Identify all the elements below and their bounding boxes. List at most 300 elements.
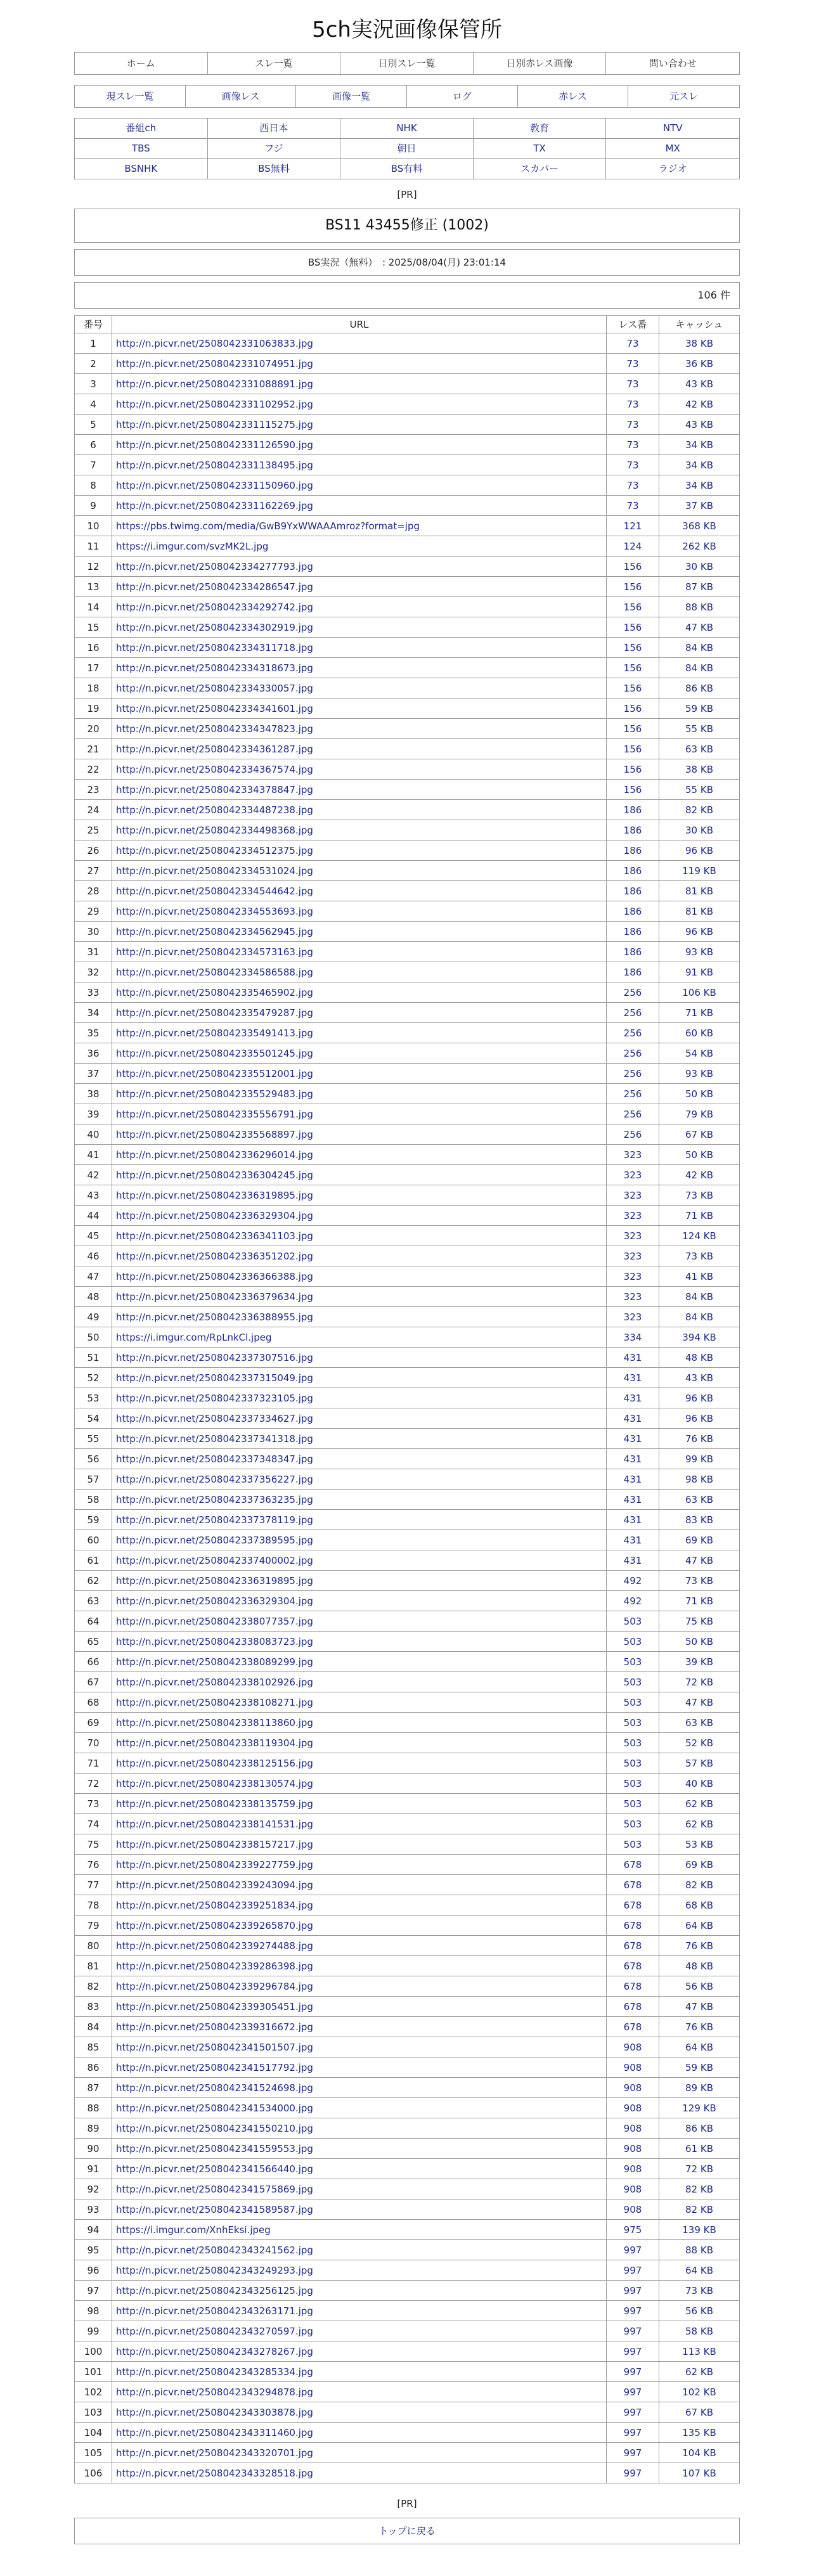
image-url-link[interactable]: http://n.picvr.net/2508042335556791.jpg (112, 1104, 607, 1124)
image-url-link[interactable]: http://n.picvr.net/2508042343278267.jpg (112, 2341, 607, 2362)
cache-link[interactable]: 63 KB (659, 739, 740, 759)
image-url-link[interactable]: http://n.picvr.net/2508042334292742.jpg (112, 597, 607, 617)
cache-link[interactable]: 71 KB (659, 1003, 740, 1023)
image-url-link[interactable]: http://n.picvr.net/2508042336329304.jpg (112, 1206, 607, 1226)
image-url-link[interactable]: http://n.picvr.net/2508042331138495.jpg (112, 455, 607, 475)
res-number-link[interactable]: 908 (607, 2159, 659, 2179)
cache-link[interactable]: 88 KB (659, 2240, 740, 2260)
cache-link[interactable]: 96 KB (659, 1388, 740, 1408)
res-number-link[interactable]: 431 (607, 1530, 659, 1550)
cache-link[interactable]: 73 KB (659, 1185, 740, 1206)
res-number-link[interactable]: 503 (607, 1692, 659, 1713)
res-number-link[interactable]: 256 (607, 982, 659, 1003)
cache-link[interactable]: 84 KB (659, 658, 740, 678)
res-number-link[interactable]: 503 (607, 1814, 659, 1834)
nav-second-item-2[interactable]: 画像一覧 (296, 86, 407, 107)
image-url-link[interactable]: http://n.picvr.net/2508042337389595.jpg (112, 1530, 607, 1550)
res-number-link[interactable]: 431 (607, 1348, 659, 1368)
res-number-link[interactable]: 503 (607, 1652, 659, 1672)
cache-link[interactable]: 43 KB (659, 415, 740, 435)
image-url-link[interactable]: http://n.picvr.net/2508042338102926.jpg (112, 1672, 607, 1692)
image-url-link[interactable]: http://n.picvr.net/2508042331063833.jpg (112, 333, 607, 354)
cache-link[interactable]: 72 KB (659, 2159, 740, 2179)
cache-link[interactable]: 76 KB (659, 1429, 740, 1449)
res-number-link[interactable]: 431 (607, 1449, 659, 1469)
cache-link[interactable]: 50 KB (659, 1084, 740, 1104)
image-url-link[interactable]: http://n.picvr.net/2508042339243094.jpg (112, 1875, 607, 1895)
cache-link[interactable]: 50 KB (659, 1632, 740, 1652)
cache-link[interactable]: 135 KB (659, 2423, 740, 2443)
image-url-link[interactable]: http://n.picvr.net/2508042337341318.jpg (112, 1429, 607, 1449)
cache-link[interactable]: 42 KB (659, 394, 740, 415)
nav-top-item-3[interactable]: 日別赤レス画像 (474, 53, 607, 74)
cache-link[interactable]: 73 KB (659, 1571, 740, 1591)
image-url-link[interactable]: http://n.picvr.net/2508042337315049.jpg (112, 1368, 607, 1388)
cache-link[interactable]: 72 KB (659, 1672, 740, 1692)
channel-link-5[interactable]: TBS (75, 139, 208, 159)
image-url-link[interactable]: http://n.picvr.net/2508042334286547.jpg (112, 577, 607, 597)
cache-link[interactable]: 62 KB (659, 1814, 740, 1834)
image-url-link[interactable]: http://n.picvr.net/2508042338089299.jpg (112, 1652, 607, 1672)
image-url-link[interactable]: http://n.picvr.net/2508042338130574.jpg (112, 1774, 607, 1794)
image-url-link[interactable]: http://n.picvr.net/2508042339296784.jpg (112, 1976, 607, 1997)
image-url-link[interactable]: http://n.picvr.net/2508042341566440.jpg (112, 2159, 607, 2179)
image-url-link[interactable]: http://n.picvr.net/2508042343263171.jpg (112, 2301, 607, 2321)
image-url-link[interactable]: http://n.picvr.net/2508042334531024.jpg (112, 861, 607, 881)
res-number-link[interactable]: 156 (607, 577, 659, 597)
cache-link[interactable]: 60 KB (659, 1023, 740, 1043)
res-number-link[interactable]: 323 (607, 1165, 659, 1185)
image-url-link[interactable]: http://n.picvr.net/2508042334361287.jpg (112, 739, 607, 759)
cache-link[interactable]: 82 KB (659, 2179, 740, 2199)
image-url-link[interactable]: http://n.picvr.net/2508042343328518.jpg (112, 2463, 607, 2483)
cache-link[interactable]: 82 KB (659, 1875, 740, 1895)
res-number-link[interactable]: 323 (607, 1266, 659, 1287)
cache-link[interactable]: 107 KB (659, 2463, 740, 2483)
cache-link[interactable]: 64 KB (659, 2260, 740, 2281)
cache-link[interactable]: 48 KB (659, 1348, 740, 1368)
res-number-link[interactable]: 678 (607, 1895, 659, 1916)
res-number-link[interactable]: 256 (607, 1104, 659, 1124)
res-number-link[interactable]: 431 (607, 1388, 659, 1408)
res-number-link[interactable]: 503 (607, 1753, 659, 1774)
nav-second-item-4[interactable]: 赤レス (518, 86, 629, 107)
image-url-link[interactable]: http://n.picvr.net/2508042337307516.jpg (112, 1348, 607, 1368)
image-url-link[interactable]: http://n.picvr.net/2508042343303878.jpg (112, 2402, 607, 2423)
image-url-link[interactable]: http://n.picvr.net/2508042336296014.jpg (112, 1145, 607, 1165)
image-url-link[interactable]: http://n.picvr.net/2508042338141531.jpg (112, 1814, 607, 1834)
image-url-link[interactable]: https://i.imgur.com/svzMK2L.jpg (112, 536, 607, 557)
cache-link[interactable]: 91 KB (659, 962, 740, 982)
res-number-link[interactable]: 73 (607, 455, 659, 475)
image-url-link[interactable]: http://n.picvr.net/2508042334311718.jpg (112, 638, 607, 658)
res-number-link[interactable]: 908 (607, 2078, 659, 2098)
image-url-link[interactable]: http://n.picvr.net/2508042335568897.jpg (112, 1124, 607, 1145)
image-url-link[interactable]: http://n.picvr.net/2508042341550210.jpg (112, 2118, 607, 2139)
cache-link[interactable]: 43 KB (659, 1368, 740, 1388)
cache-link[interactable]: 40 KB (659, 1774, 740, 1794)
image-url-link[interactable]: http://n.picvr.net/2508042335501245.jpg (112, 1043, 607, 1064)
cache-link[interactable]: 84 KB (659, 1307, 740, 1327)
image-url-link[interactable]: http://n.picvr.net/2508042334498368.jpg (112, 820, 607, 840)
image-url-link[interactable]: http://n.picvr.net/2508042334347823.jpg (112, 719, 607, 739)
cache-link[interactable]: 81 KB (659, 901, 740, 922)
res-number-link[interactable]: 186 (607, 800, 659, 820)
nav-top-item-4[interactable]: 問い合わせ (649, 58, 697, 69)
res-number-link[interactable]: 256 (607, 1084, 659, 1104)
nav-second-item-0[interactable]: 現スレ一覧 (75, 86, 186, 107)
res-number-link[interactable]: 156 (607, 658, 659, 678)
res-number-link[interactable]: 431 (607, 1408, 659, 1429)
res-number-link[interactable]: 156 (607, 597, 659, 617)
cache-link[interactable]: 262 KB (659, 536, 740, 557)
res-number-link[interactable]: 503 (607, 1774, 659, 1794)
nav-second-item-1[interactable]: 画像レス (186, 86, 297, 107)
res-number-link[interactable]: 334 (607, 1327, 659, 1348)
image-url-link[interactable]: http://n.picvr.net/2508042337334627.jpg (112, 1408, 607, 1429)
channel-link-0[interactable]: 番組ch (75, 119, 208, 139)
image-url-link[interactable]: http://n.picvr.net/2508042331102952.jpg (112, 394, 607, 415)
res-number-link[interactable]: 156 (607, 739, 659, 759)
image-url-link[interactable]: http://n.picvr.net/2508042343294878.jpg (112, 2382, 607, 2402)
res-number-link[interactable]: 908 (607, 2139, 659, 2159)
cache-link[interactable]: 139 KB (659, 2220, 740, 2240)
res-number-link[interactable]: 997 (607, 2382, 659, 2402)
res-number-link[interactable]: 997 (607, 2341, 659, 2362)
image-url-link[interactable]: http://n.picvr.net/2508042339251834.jpg (112, 1895, 607, 1916)
cache-link[interactable]: 30 KB (659, 557, 740, 577)
cache-link[interactable]: 68 KB (659, 1895, 740, 1916)
channel-link-1[interactable]: 西日本 (208, 119, 341, 139)
image-url-link[interactable]: http://n.picvr.net/2508042339265870.jpg (112, 1916, 607, 1936)
cache-link[interactable]: 34 KB (659, 435, 740, 455)
channel-link-13[interactable]: スカパー (474, 159, 607, 179)
image-url-link[interactable]: http://n.picvr.net/2508042336319895.jpg (112, 1571, 607, 1591)
res-number-link[interactable]: 256 (607, 1043, 659, 1064)
cache-link[interactable]: 71 KB (659, 1591, 740, 1611)
res-number-link[interactable]: 256 (607, 1003, 659, 1023)
res-number-link[interactable]: 156 (607, 780, 659, 800)
image-url-link[interactable]: http://n.picvr.net/2508042331162269.jpg (112, 496, 607, 516)
cache-link[interactable]: 69 KB (659, 1855, 740, 1875)
cache-link[interactable]: 86 KB (659, 2118, 740, 2139)
cache-link[interactable]: 55 KB (659, 719, 740, 739)
cache-link[interactable]: 87 KB (659, 577, 740, 597)
image-url-link[interactable]: http://n.picvr.net/2508042343270597.jpg (112, 2321, 607, 2341)
cache-link[interactable]: 63 KB (659, 1713, 740, 1733)
image-url-link[interactable]: http://n.picvr.net/2508042337378119.jpg (112, 1510, 607, 1530)
image-url-link[interactable]: https://i.imgur.com/XnhEksi.jpeg (112, 2220, 607, 2240)
image-url-link[interactable]: http://n.picvr.net/2508042339305451.jpg (112, 1997, 607, 2017)
res-number-link[interactable]: 503 (607, 1632, 659, 1652)
channel-link-11[interactable]: BS無料 (208, 159, 341, 179)
res-number-link[interactable]: 678 (607, 1956, 659, 1976)
image-url-link[interactable]: http://n.picvr.net/2508042336329304.jpg (112, 1591, 607, 1611)
cache-link[interactable]: 81 KB (659, 881, 740, 901)
res-number-link[interactable]: 73 (607, 394, 659, 415)
res-number-link[interactable]: 73 (607, 354, 659, 374)
image-url-link[interactable]: http://n.picvr.net/2508042338125156.jpg (112, 1753, 607, 1774)
res-number-link[interactable]: 186 (607, 922, 659, 942)
cache-link[interactable]: 67 KB (659, 1124, 740, 1145)
cache-link[interactable]: 34 KB (659, 455, 740, 475)
cache-link[interactable]: 82 KB (659, 2199, 740, 2220)
res-number-link[interactable]: 156 (607, 759, 659, 780)
res-number-link[interactable]: 73 (607, 415, 659, 435)
res-number-link[interactable]: 186 (607, 861, 659, 881)
cache-link[interactable]: 30 KB (659, 820, 740, 840)
image-url-link[interactable]: http://n.picvr.net/2508042338135759.jpg (112, 1794, 607, 1814)
cache-link[interactable]: 47 KB (659, 1550, 740, 1571)
res-number-link[interactable]: 256 (607, 1124, 659, 1145)
res-number-link[interactable]: 156 (607, 617, 659, 638)
cache-link[interactable]: 86 KB (659, 678, 740, 699)
image-url-link[interactable]: http://n.picvr.net/2508042334562945.jpg (112, 922, 607, 942)
image-url-link[interactable]: http://n.picvr.net/2508042334330057.jpg (112, 678, 607, 699)
image-url-link[interactable]: http://n.picvr.net/2508042338083723.jpg (112, 1632, 607, 1652)
res-number-link[interactable]: 678 (607, 2017, 659, 2037)
image-url-link[interactable]: http://n.picvr.net/2508042336351202.jpg (112, 1246, 607, 1266)
image-url-link[interactable]: http://n.picvr.net/2508042331074951.jpg (112, 354, 607, 374)
res-number-link[interactable]: 256 (607, 1064, 659, 1084)
res-number-link[interactable]: 73 (607, 435, 659, 455)
res-number-link[interactable]: 997 (607, 2423, 659, 2443)
cache-link[interactable]: 57 KB (659, 1753, 740, 1774)
image-url-link[interactable]: http://n.picvr.net/2508042343249293.jpg (112, 2260, 607, 2281)
res-number-link[interactable]: 431 (607, 1510, 659, 1530)
res-number-link[interactable]: 256 (607, 1023, 659, 1043)
cache-link[interactable]: 59 KB (659, 2058, 740, 2078)
channel-link-12[interactable]: BS有料 (340, 159, 474, 179)
cache-link[interactable]: 62 KB (659, 2362, 740, 2382)
image-url-link[interactable]: http://n.picvr.net/2508042335512001.jpg (112, 1064, 607, 1084)
res-number-link[interactable]: 678 (607, 1875, 659, 1895)
image-url-link[interactable]: http://n.picvr.net/2508042334302919.jpg (112, 617, 607, 638)
image-url-link[interactable]: http://n.picvr.net/2508042331126590.jpg (112, 435, 607, 455)
res-number-link[interactable]: 431 (607, 1368, 659, 1388)
cache-link[interactable]: 37 KB (659, 496, 740, 516)
res-number-link[interactable]: 323 (607, 1226, 659, 1246)
cache-link[interactable]: 38 KB (659, 759, 740, 780)
cache-link[interactable]: 83 KB (659, 1510, 740, 1530)
res-number-link[interactable]: 121 (607, 516, 659, 536)
channel-link-3[interactable]: 教育 (474, 119, 607, 139)
image-url-link[interactable]: http://n.picvr.net/2508042337356227.jpg (112, 1469, 607, 1490)
res-number-link[interactable]: 908 (607, 2179, 659, 2199)
res-number-link[interactable]: 186 (607, 962, 659, 982)
image-url-link[interactable]: http://n.picvr.net/2508042343311460.jpg (112, 2423, 607, 2443)
image-url-link[interactable]: http://n.picvr.net/2508042334544642.jpg (112, 881, 607, 901)
cache-link[interactable]: 73 KB (659, 1246, 740, 1266)
image-url-link[interactable]: http://n.picvr.net/2508042343320701.jpg (112, 2443, 607, 2463)
image-url-link[interactable]: http://n.picvr.net/2508042337348347.jpg (112, 1449, 607, 1469)
cache-link[interactable]: 104 KB (659, 2443, 740, 2463)
res-number-link[interactable]: 997 (607, 2240, 659, 2260)
image-url-link[interactable]: http://n.picvr.net/2508042334341601.jpg (112, 699, 607, 719)
image-url-link[interactable]: http://n.picvr.net/2508042336366388.jpg (112, 1266, 607, 1287)
cache-link[interactable]: 82 KB (659, 800, 740, 820)
image-url-link[interactable]: http://n.picvr.net/2508042341501507.jpg (112, 2037, 607, 2058)
res-number-link[interactable]: 997 (607, 2260, 659, 2281)
cache-link[interactable]: 39 KB (659, 1652, 740, 1672)
site-title[interactable]: 5ch実況画像保管所 (312, 17, 502, 42)
cache-link[interactable]: 67 KB (659, 2402, 740, 2423)
image-url-link[interactable]: http://n.picvr.net/2508042341575869.jpg (112, 2179, 607, 2199)
res-number-link[interactable]: 156 (607, 638, 659, 658)
image-url-link[interactable]: http://n.picvr.net/2508042334277793.jpg (112, 557, 607, 577)
cache-link[interactable]: 84 KB (659, 1287, 740, 1307)
res-number-link[interactable]: 503 (607, 1794, 659, 1814)
cache-link[interactable]: 56 KB (659, 1976, 740, 1997)
image-url-link[interactable]: http://n.picvr.net/2508042331115275.jpg (112, 415, 607, 435)
channel-link-14[interactable]: ラジオ (658, 163, 687, 174)
res-number-link[interactable]: 73 (607, 333, 659, 354)
image-url-link[interactable]: http://n.picvr.net/2508042334512375.jpg (112, 840, 607, 861)
cache-link[interactable]: 54 KB (659, 1043, 740, 1064)
cache-link[interactable]: 50 KB (659, 1145, 740, 1165)
res-number-link[interactable]: 997 (607, 2463, 659, 2483)
image-url-link[interactable]: http://n.picvr.net/2508042334318673.jpg (112, 658, 607, 678)
res-number-link[interactable]: 678 (607, 1916, 659, 1936)
image-url-link[interactable]: http://n.picvr.net/2508042341589587.jpg (112, 2199, 607, 2220)
image-url-link[interactable]: http://n.picvr.net/2508042336341103.jpg (112, 1226, 607, 1246)
res-number-link[interactable]: 678 (607, 1855, 659, 1875)
image-url-link[interactable]: http://n.picvr.net/2508042334553693.jpg (112, 901, 607, 922)
channel-link-10[interactable]: BSNHK (75, 159, 208, 179)
res-number-link[interactable]: 156 (607, 678, 659, 699)
image-url-link[interactable]: http://n.picvr.net/2508042335529483.jpg (112, 1084, 607, 1104)
cache-link[interactable]: 43 KB (659, 374, 740, 394)
image-url-link[interactable]: http://n.picvr.net/2508042336304245.jpg (112, 1165, 607, 1185)
res-number-link[interactable]: 323 (607, 1206, 659, 1226)
res-number-link[interactable]: 73 (607, 374, 659, 394)
res-number-link[interactable]: 431 (607, 1429, 659, 1449)
image-url-link[interactable]: http://n.picvr.net/2508042337400002.jpg (112, 1550, 607, 1571)
cache-link[interactable]: 59 KB (659, 699, 740, 719)
cache-link[interactable]: 64 KB (659, 1916, 740, 1936)
res-number-link[interactable]: 997 (607, 2321, 659, 2341)
res-number-link[interactable]: 323 (607, 1185, 659, 1206)
res-number-link[interactable]: 997 (607, 2362, 659, 2382)
res-number-link[interactable]: 186 (607, 942, 659, 962)
cache-link[interactable]: 64 KB (659, 2037, 740, 2058)
image-url-link[interactable]: http://n.picvr.net/2508042338113860.jpg (112, 1713, 607, 1733)
cache-link[interactable]: 75 KB (659, 1611, 740, 1632)
cache-link[interactable]: 41 KB (659, 1266, 740, 1287)
image-url-link[interactable]: http://n.picvr.net/2508042338077357.jpg (112, 1611, 607, 1632)
cache-link[interactable]: 129 KB (659, 2098, 740, 2118)
image-url-link[interactable]: http://n.picvr.net/2508042331150960.jpg (112, 475, 607, 496)
image-url-link[interactable]: http://n.picvr.net/2508042341559553.jpg (112, 2139, 607, 2159)
cache-link[interactable]: 96 KB (659, 922, 740, 942)
image-url-link[interactable]: http://n.picvr.net/2508042341517792.jpg (112, 2058, 607, 2078)
channel-link-8[interactable]: TX (474, 139, 607, 159)
res-number-link[interactable]: 186 (607, 901, 659, 922)
cache-link[interactable]: 79 KB (659, 1104, 740, 1124)
cache-link[interactable]: 47 KB (659, 1997, 740, 2017)
res-number-link[interactable]: 908 (607, 2037, 659, 2058)
image-url-link[interactable]: http://n.picvr.net/2508042336319895.jpg (112, 1185, 607, 1206)
cache-link[interactable]: 113 KB (659, 2341, 740, 2362)
res-number-link[interactable]: 678 (607, 1976, 659, 1997)
image-url-link[interactable]: http://n.picvr.net/2508042336379634.jpg (112, 1287, 607, 1307)
channel-link-9[interactable]: MX (606, 139, 739, 159)
nav-top-item-1[interactable]: スレ一覧 (208, 53, 341, 74)
res-number-link[interactable]: 975 (607, 2220, 659, 2240)
image-url-link[interactable]: http://n.picvr.net/2508042337363235.jpg (112, 1490, 607, 1510)
res-number-link[interactable]: 323 (607, 1145, 659, 1165)
cache-link[interactable]: 88 KB (659, 597, 740, 617)
cache-link[interactable]: 34 KB (659, 475, 740, 496)
cache-link[interactable]: 96 KB (659, 840, 740, 861)
cache-link[interactable]: 73 KB (659, 2281, 740, 2301)
res-number-link[interactable]: 503 (607, 1672, 659, 1692)
image-url-link[interactable]: https://i.imgur.com/RpLnkCl.jpeg (112, 1327, 607, 1348)
cache-link[interactable]: 99 KB (659, 1449, 740, 1469)
res-number-link[interactable]: 73 (607, 496, 659, 516)
image-url-link[interactable]: http://n.picvr.net/2508042334367574.jpg (112, 759, 607, 780)
res-number-link[interactable]: 503 (607, 1713, 659, 1733)
res-number-link[interactable]: 186 (607, 840, 659, 861)
image-url-link[interactable]: http://n.picvr.net/2508042331088891.jpg (112, 374, 607, 394)
image-url-link[interactable]: http://n.picvr.net/2508042334487238.jpg (112, 800, 607, 820)
image-url-link[interactable]: http://n.picvr.net/2508042337323105.jpg (112, 1388, 607, 1408)
cache-link[interactable]: 36 KB (659, 354, 740, 374)
image-url-link[interactable]: http://n.picvr.net/2508042338157217.jpg (112, 1834, 607, 1855)
image-url-link[interactable]: http://n.picvr.net/2508042338119304.jpg (112, 1733, 607, 1753)
cache-link[interactable]: 84 KB (659, 638, 740, 658)
cache-link[interactable]: 56 KB (659, 2301, 740, 2321)
cache-link[interactable]: 76 KB (659, 1936, 740, 1956)
image-url-link[interactable]: http://n.picvr.net/2508042343241562.jpg (112, 2240, 607, 2260)
cache-link[interactable]: 53 KB (659, 1834, 740, 1855)
cache-link[interactable]: 93 KB (659, 1064, 740, 1084)
cache-link[interactable]: 62 KB (659, 1794, 740, 1814)
res-number-link[interactable]: 997 (607, 2301, 659, 2321)
res-number-link[interactable]: 323 (607, 1307, 659, 1327)
image-url-link[interactable]: http://n.picvr.net/2508042335491413.jpg (112, 1023, 607, 1043)
back-to-top-link[interactable]: トップに戻る (74, 2518, 740, 2544)
nav-second-item-3[interactable]: ログ (407, 86, 518, 107)
res-number-link[interactable]: 492 (607, 1591, 659, 1611)
image-url-link[interactable]: http://n.picvr.net/2508042334378847.jpg (112, 780, 607, 800)
cache-link[interactable]: 93 KB (659, 942, 740, 962)
res-number-link[interactable]: 492 (607, 1571, 659, 1591)
image-url-link[interactable]: http://n.picvr.net/2508042339286398.jpg (112, 1956, 607, 1976)
nav-second-item-5[interactable]: 元スレ (669, 91, 699, 102)
cache-link[interactable]: 119 KB (659, 861, 740, 881)
cache-link[interactable]: 102 KB (659, 2382, 740, 2402)
nav-top-item-0[interactable]: ホーム (75, 53, 208, 74)
cache-link[interactable]: 47 KB (659, 617, 740, 638)
cache-link[interactable]: 52 KB (659, 1733, 740, 1753)
res-number-link[interactable]: 503 (607, 1733, 659, 1753)
cache-link[interactable]: 124 KB (659, 1226, 740, 1246)
cache-link[interactable]: 76 KB (659, 2017, 740, 2037)
cache-link[interactable]: 42 KB (659, 1165, 740, 1185)
cache-link[interactable]: 71 KB (659, 1206, 740, 1226)
res-number-link[interactable]: 503 (607, 1834, 659, 1855)
res-number-link[interactable]: 156 (607, 699, 659, 719)
res-number-link[interactable]: 323 (607, 1287, 659, 1307)
res-number-link[interactable]: 124 (607, 536, 659, 557)
image-url-link[interactable]: http://n.picvr.net/2508042343256125.jpg (112, 2281, 607, 2301)
cache-link[interactable]: 47 KB (659, 1692, 740, 1713)
image-url-link[interactable]: http://n.picvr.net/2508042335479287.jpg (112, 1003, 607, 1023)
cache-link[interactable]: 69 KB (659, 1530, 740, 1550)
channel-link-7[interactable]: 朝日 (340, 139, 474, 159)
image-url-link[interactable]: http://n.picvr.net/2508042338108271.jpg (112, 1692, 607, 1713)
